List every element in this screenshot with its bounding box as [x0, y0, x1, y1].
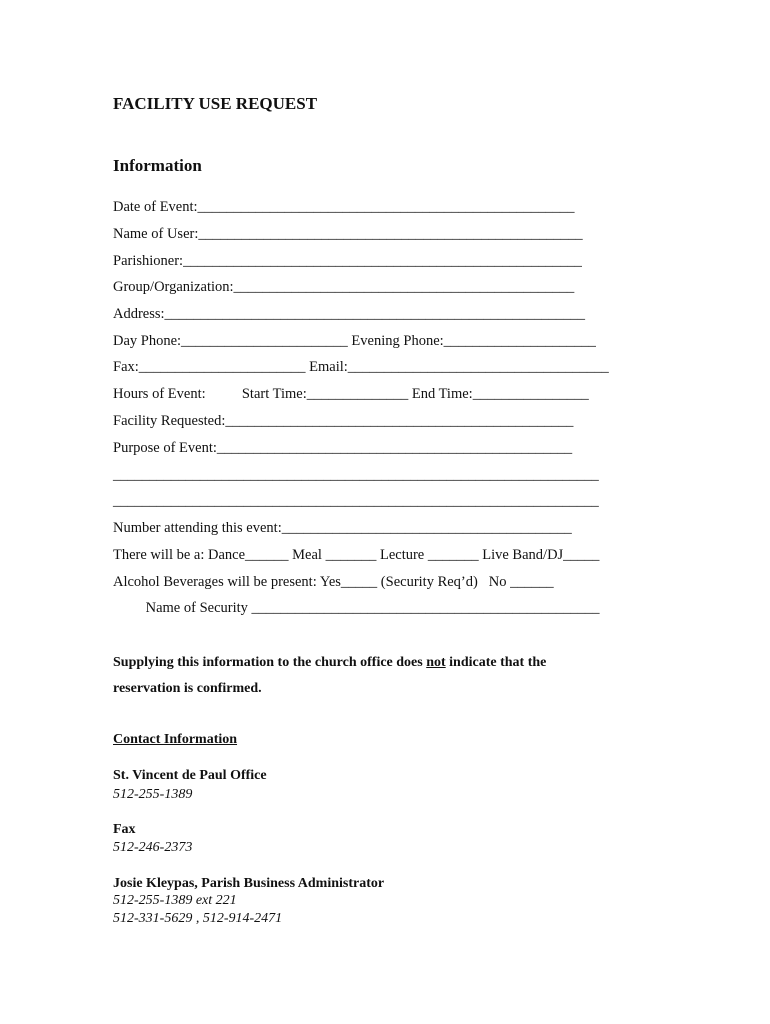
admin-name: Josie Kleypas, Parish Business Administrator: [113, 876, 385, 891]
page-title: FACILITY USE REQUEST: [113, 94, 318, 113]
section-heading: Information: [113, 156, 202, 175]
notice-emphasis: not: [426, 655, 446, 670]
alcohol-beverages-fields[interactable]: Alcohol Beverages will be present: Yes_____ (Security Req’d) No ______: [113, 574, 554, 590]
contact-heading: Contact Information: [113, 732, 238, 747]
admin-phone: 512-255-1389 ext 221: [113, 893, 237, 908]
name-of-security-field[interactable]: Name of Security ________________________________________________: [113, 600, 600, 616]
name-of-user-field[interactable]: Name of User:_____________________________________________________: [113, 226, 583, 242]
office-phone: 512-255-1389: [113, 787, 193, 802]
office-name: St. Vincent de Paul Office: [113, 768, 267, 783]
event-type-fields[interactable]: There will be a: Dance______ Meal _______ Lecture _______ Live Band/DJ_____: [113, 547, 600, 563]
purpose-of-event-field[interactable]: Purpose of Event:_________________________________________________: [113, 440, 573, 456]
parishioner-field[interactable]: Parishioner:_______________________________________________________: [113, 253, 582, 269]
address-field[interactable]: Address:__________________________________________________________: [113, 306, 586, 322]
purpose-continuation-line[interactable]: ___________________________________________________________________: [113, 493, 599, 509]
group-organization-field[interactable]: Group/Organization:_______________________________________________: [113, 279, 575, 295]
admin-phone-alt: 512-331-5629 , 512-914-2471: [113, 911, 283, 926]
number-attending-field[interactable]: Number attending this event:________________________________________: [113, 520, 572, 536]
fax-label: Fax: [113, 822, 136, 837]
date-of-event-field[interactable]: Date of Event:____________________________________________________: [113, 199, 575, 215]
fax-number: 512-246-2373: [113, 840, 193, 855]
reservation-notice: Supplying this information to the church office does not indicate that the reservation is confirmed.: [113, 655, 547, 696]
fax-email-fields[interactable]: Fax:_______________________ Email:____________________________________: [113, 359, 609, 375]
facility-requested-field[interactable]: Facility Requested:________________________________________________: [113, 413, 574, 429]
phone-fields[interactable]: Day Phone:_______________________ Evening Phone:_____________________: [113, 333, 596, 349]
purpose-continuation-line[interactable]: ___________________________________________________________________: [113, 467, 599, 483]
hours-of-event-fields[interactable]: Hours of Event: Start Time:______________ End Time:________________: [113, 386, 589, 402]
